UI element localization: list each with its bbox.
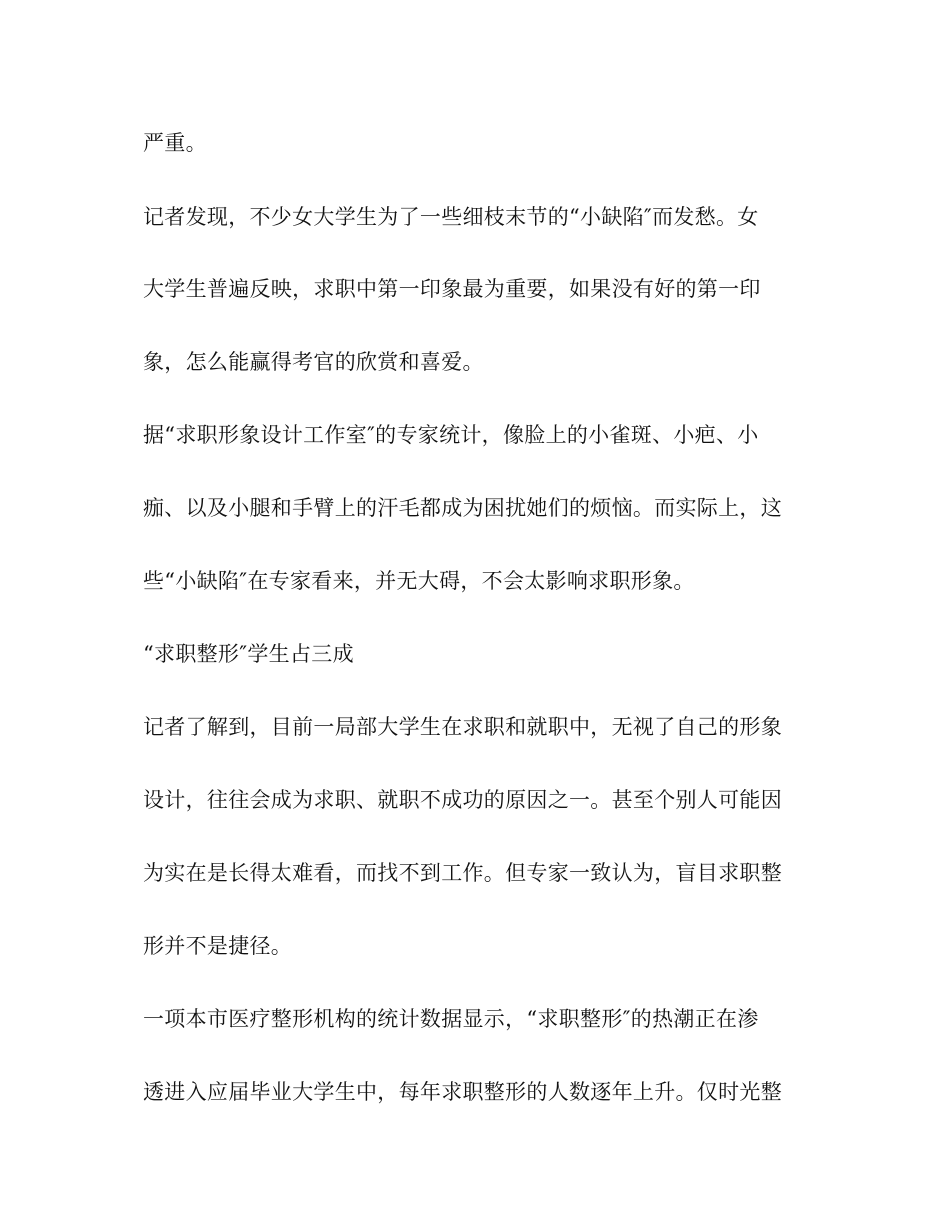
text-line: 透进入应届毕业大学生中，每年求职整形的人数逐年上升。仅时光整: [143, 1080, 782, 1104]
text-line: 一项本市医疗整形机构的统计数据显示，“求职整形″的热潮正在渗: [143, 1007, 759, 1031]
text-line: 些“小缺陷″在专家看来，并无大碍，不会太影响求职形象。: [143, 569, 695, 593]
text-line: 据“求职形象设计工作室″的专家统计，像脸上的小雀斑、小疤、小: [143, 423, 759, 447]
text-line: 形并不是捷径。: [143, 934, 293, 958]
text-line: 记者了解到，目前一局部大学生在求职和就职中，无视了自己的形象: [143, 715, 782, 739]
text-line: 象，怎么能赢得考官的欣赏和喜爱。: [143, 350, 484, 374]
section-heading: “求职整形″学生占三成: [143, 642, 354, 666]
text-line: 设计，往往会成为求职、就职不成功的原因之一。甚至个别人可能因: [143, 788, 782, 812]
text-line: 大学生普遍反映，求职中第一印象最为重要，如果没有好的第一印: [143, 277, 761, 301]
text-line: 为实在是长得太难看，而找不到工作。但专家一致认为，盲目求职整: [143, 861, 782, 885]
text-line: 严重。: [143, 131, 207, 155]
text-line: 痂、以及小腿和手臂上的汗毛都成为困扰她们的烦恼。而实际上，这: [143, 496, 782, 520]
text-line: 记者发现，不少女大学生为了一些细枝末节的“小缺陷″而发愁。女: [143, 205, 759, 229]
